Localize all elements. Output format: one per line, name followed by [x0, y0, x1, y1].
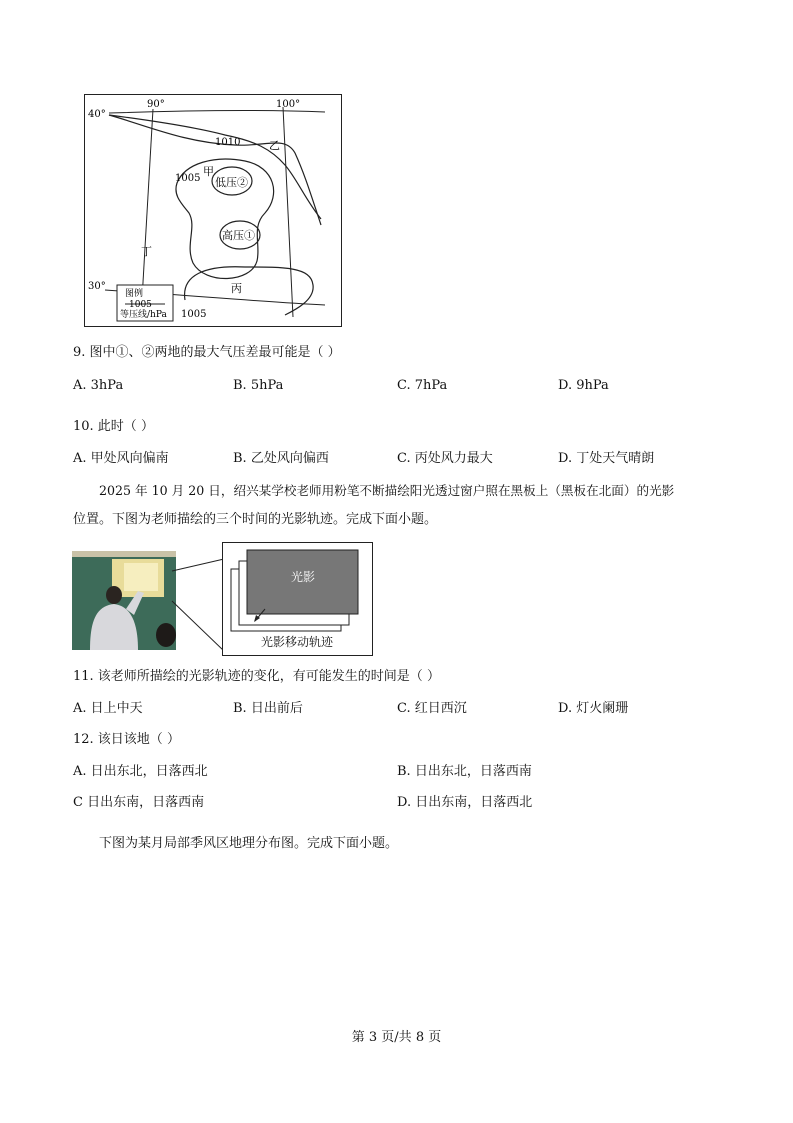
q10-option-c[interactable]: C. 丙处风力最大 [397, 451, 493, 466]
classroom-photo-svg [72, 551, 176, 650]
q10-option-a[interactable]: A. 甲处风向偏南 [73, 451, 169, 466]
q12-option-b[interactable]: B. 日出东北，日落西南 [397, 764, 532, 779]
page-footer: 第 3 页/共 8 页 [351, 1030, 442, 1045]
q12-option-a[interactable]: A. 日出东北，日落西北 [73, 764, 208, 779]
intro3-line1: 下图为某月局部季风区地理分布图。完成下面小题。 [99, 836, 399, 851]
place-jia: 甲 [203, 165, 214, 178]
q9-option-d[interactable]: D. 9hPa [558, 378, 609, 393]
q11-option-a[interactable]: A. 日上中天 [73, 701, 143, 716]
lon-label-100: 100° [276, 99, 301, 110]
q11-option-b[interactable]: B. 日出前后 [233, 701, 303, 716]
high-pressure-label: 高压① [222, 229, 255, 242]
light-shadow-figure [222, 542, 373, 656]
low-pressure-label: 低压② [215, 176, 248, 189]
place-yi: 乙 [269, 139, 280, 152]
teacher-head [106, 586, 122, 604]
place-bing: 丙 [231, 282, 242, 295]
isobar-label-1005-bottom: 1005 [181, 309, 207, 320]
isobar-1010 [109, 115, 321, 219]
isobar-label-1010: 1010 [215, 137, 241, 148]
shadow-label: 光影 [291, 570, 316, 584]
q9-stem: 9. 图中①、②两地的最大气压差最可能是（ ） [73, 345, 341, 360]
q12-option-d[interactable]: D. 日出东南，日落西北 [397, 795, 533, 810]
q10-stem: 10. 此时（ ） [73, 419, 154, 434]
q12-option-c[interactable]: C 日出东南，日落西南 [73, 795, 205, 810]
q11-stem: 11. 该老师所描绘的光影轨迹的变化，有可能发生的时间是（ ） [73, 669, 440, 684]
light-shadow-svg [223, 543, 372, 655]
legend-description: 等压线/hPa [120, 310, 167, 320]
intro2-line1: 2025 年 10 月 20 日，绍兴某学校老师用粉笔不断描绘阳光透过窗户照在黑板上（黑板在北面）的光影 [99, 483, 675, 498]
lon-label-90: 90° [147, 99, 165, 110]
legend-title: 图例 [125, 289, 144, 299]
callout-lines [170, 551, 230, 661]
isobar-map-figure [84, 94, 342, 327]
isobar-map-svg [85, 95, 341, 326]
q10-option-b[interactable]: B. 乙处风向偏西 [233, 451, 329, 466]
shadow-caption: 光影移动轨迹 [261, 635, 334, 649]
q11-option-d[interactable]: D. 灯火阑珊 [558, 701, 629, 716]
meridian-100 [283, 107, 293, 317]
q9-option-c[interactable]: C. 7hPa [397, 378, 448, 393]
lat-label-40: 40° [88, 109, 106, 120]
classroom-photo [72, 551, 176, 650]
q11-option-c[interactable]: C. 红日西沉 [397, 701, 467, 716]
q9-option-b[interactable]: B. 5hPa [233, 378, 284, 393]
q9-option-a[interactable]: A. 3hPa [73, 378, 124, 393]
parallel-40 [109, 110, 325, 113]
place-ding: 丁 [141, 245, 152, 258]
q12-stem: 12. 该日该地（ ） [73, 732, 180, 747]
isobar-label-1005-left: 1005 [175, 173, 201, 184]
q10-option-d[interactable]: D. 丁处天气晴朗 [558, 451, 655, 466]
intro2-line2: 位置。下图为老师描绘的三个时间的光影轨迹。完成下面小题。 [73, 512, 438, 527]
lat-label-30: 30° [88, 281, 106, 292]
legend-sample-value: 1005 [129, 300, 152, 310]
